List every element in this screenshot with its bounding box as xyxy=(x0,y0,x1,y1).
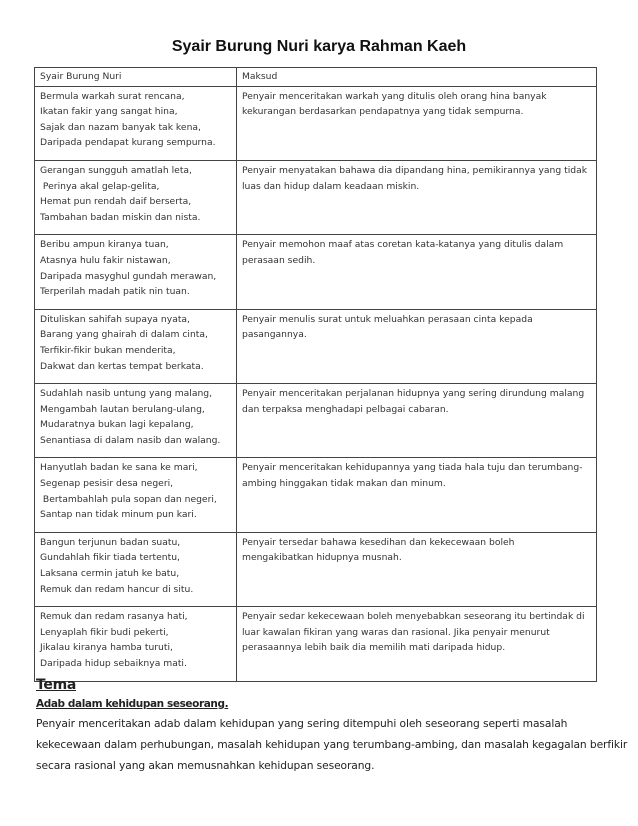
meaning-cell xyxy=(237,309,597,383)
meaning-line: perasaannya lebih baik dia memilih mati daripada hidup. xyxy=(242,642,506,654)
stanza-line: Atasnya hulu fakir nistawan, xyxy=(40,254,171,266)
meaning-cell xyxy=(237,384,597,458)
stanza-line: Perinya akal gelap-gelita, xyxy=(40,180,160,192)
meaning-line: Penyair memohon maaf atas coretan kata-katanya yang ditulis dalam xyxy=(242,239,564,251)
stanza-cell xyxy=(35,384,237,458)
stanza-line: Daripada hidup sebaiknya mati. xyxy=(40,658,187,669)
meaning-cell xyxy=(237,86,597,160)
tema-heading: Tema xyxy=(36,677,77,693)
header-maksud: Maksud xyxy=(237,68,597,87)
stanza-line: Jikalau kiranya hamba turuti, xyxy=(40,642,173,654)
table-header-row xyxy=(35,68,597,87)
syair-table xyxy=(34,67,597,682)
stanza-line: Bangun terjunun badan suatu, xyxy=(40,536,181,548)
meaning-line: perasaan sedih. xyxy=(242,254,316,266)
meaning-line: Penyair menulis surat untuk meluahkan perasaan cinta kepada xyxy=(242,313,533,325)
table-row xyxy=(35,160,597,234)
stanza-line: Lenyaplah fikir budi pekerti, xyxy=(40,626,169,638)
stanza-cell xyxy=(35,309,237,383)
stanza-cell xyxy=(35,607,237,681)
meaning-line: luas dan hidup dalam keadaan miskin. xyxy=(242,180,420,192)
meaning-line: pasangannya. xyxy=(242,329,307,341)
meaning-line: Penyair sedar kekecewaan boleh menyebabkan seseorang itu bertindak di xyxy=(242,611,585,623)
meaning-line: Penyair menceritakan kehidupannya yang tiada hala tuju dan terumbang- xyxy=(242,462,583,474)
stanza-line: Ikatan fakir yang sangat hina, xyxy=(40,106,178,118)
stanza-line: Tambahan badan miskin dan nista. xyxy=(40,211,201,223)
meaning-line: kekurangan berdasarkan pendapatnya yang tidak sempurna. xyxy=(242,106,524,118)
stanza-line: Terperilah madah patik nin tuan. xyxy=(40,286,190,298)
meaning-line: Penyair tersedar bahawa kesedihan dan kekecewaan boleh xyxy=(242,536,515,548)
stanza-line: Gerangan sungguh amatlah leta, xyxy=(40,164,192,176)
table-row xyxy=(35,532,597,606)
stanza-line: Mengambah lautan berulang-ulang, xyxy=(40,403,205,415)
meaning-line: luar kawalan fikiran yang waras dan rasional. Jika penyair menurut xyxy=(242,626,550,638)
stanza-line: Terfikir-fikir bukan menderita, xyxy=(40,344,176,356)
meaning-line: Penyair menceritakan perjalanan hidupnya yang sering dirundung malang xyxy=(242,388,585,400)
stanza-line: Daripada masyghul gundah merawan, xyxy=(40,270,217,282)
stanza-line: Segenap pesisir desa negeri, xyxy=(40,478,174,490)
tema-line: kekecewaan dalam perhubungan, masalah kehidupan yang terumbang-ambing, dan masalah kegagalan berfikir xyxy=(36,738,628,751)
table-row xyxy=(35,309,597,383)
meaning-line: Penyair menyatakan bahawa dia dipandang hina, pemikirannya yang tidak xyxy=(242,164,588,176)
header-syair: Syair Burung Nuri xyxy=(35,68,237,87)
stanza-line: Remuk dan redam rasanya hati, xyxy=(40,611,188,623)
stanza-line: Dituliskan sahifah supaya nyata, xyxy=(40,313,190,325)
table-row xyxy=(35,235,597,309)
meaning-line: mengakibatkan hidupnya musnah. xyxy=(242,552,402,564)
meaning-cell xyxy=(237,458,597,532)
stanza-line: Mudaratnya bukan lagi kepalang, xyxy=(40,419,194,431)
document-title: Syair Burung Nuri karya Rahman Kaeh xyxy=(171,38,467,55)
stanza-line: Sajak dan nazam banyak tak kena, xyxy=(40,121,201,133)
stanza-line: Laksana cermin jatuh ke batu, xyxy=(40,568,180,580)
stanza-line: Bertambahlah pula sopan dan negeri, xyxy=(40,493,217,505)
meaning-line: Penyair menceritakan warkah yang ditulis oleh orang hina banyak xyxy=(242,90,547,102)
tema-paragraph xyxy=(36,713,628,776)
stanza-line: Beribu ampun kiranya tuan, xyxy=(40,239,169,251)
table-row xyxy=(35,607,597,681)
stanza-line: Hemat pun rendah daif berserta, xyxy=(40,196,192,208)
stanza-line: Sudahlah nasib untung yang malang, xyxy=(40,388,213,400)
table-row xyxy=(35,86,597,160)
meaning-cell xyxy=(237,160,597,234)
stanza-cell xyxy=(35,86,237,160)
stanza-line: Gundahlah fikir tiada tertentu, xyxy=(40,552,180,564)
meaning-cell xyxy=(237,607,597,681)
stanza-line: Dakwat dan kertas tempat berkata. xyxy=(40,360,204,372)
tema-line: Penyair menceritakan adab dalam kehidupan yang sering ditempuhi oleh seseorang seperti masalah xyxy=(36,717,568,730)
meaning-cell xyxy=(237,235,597,309)
stanza-cell xyxy=(35,160,237,234)
stanza-cell xyxy=(35,235,237,309)
stanza-line: Hanyutlah badan ke sana ke mari, xyxy=(40,462,198,474)
table-row xyxy=(35,458,597,532)
tema-line: secara rasional yang akan memusnahkan kehidupan seseorang. xyxy=(36,759,375,772)
stanza-cell xyxy=(35,458,237,532)
stanza-line: Santap nan tidak minum pun kari. xyxy=(40,509,197,521)
stanza-line: Senantiasa di dalam nasib dan walang. xyxy=(40,434,221,446)
stanza-cell xyxy=(35,532,237,606)
stanza-line: Barang yang ghairah di dalam cinta, xyxy=(40,329,208,341)
tema-subheading: Adab dalam kehidupan seseorang. xyxy=(36,698,229,710)
stanza-line: Daripada pendapat kurang sempurna. xyxy=(40,137,216,149)
tema-section xyxy=(36,677,628,776)
meaning-line: ambing hinggakan tidak makan dan minum. xyxy=(242,478,446,490)
meaning-line: dan terpaksa menghadapi pelbagai cabaran. xyxy=(242,403,449,415)
table-row xyxy=(35,384,597,458)
stanza-line: Bermula warkah surat rencana, xyxy=(40,90,185,102)
stanza-line: Remuk dan redam hancur di situ. xyxy=(40,583,194,595)
meaning-cell xyxy=(237,532,597,606)
